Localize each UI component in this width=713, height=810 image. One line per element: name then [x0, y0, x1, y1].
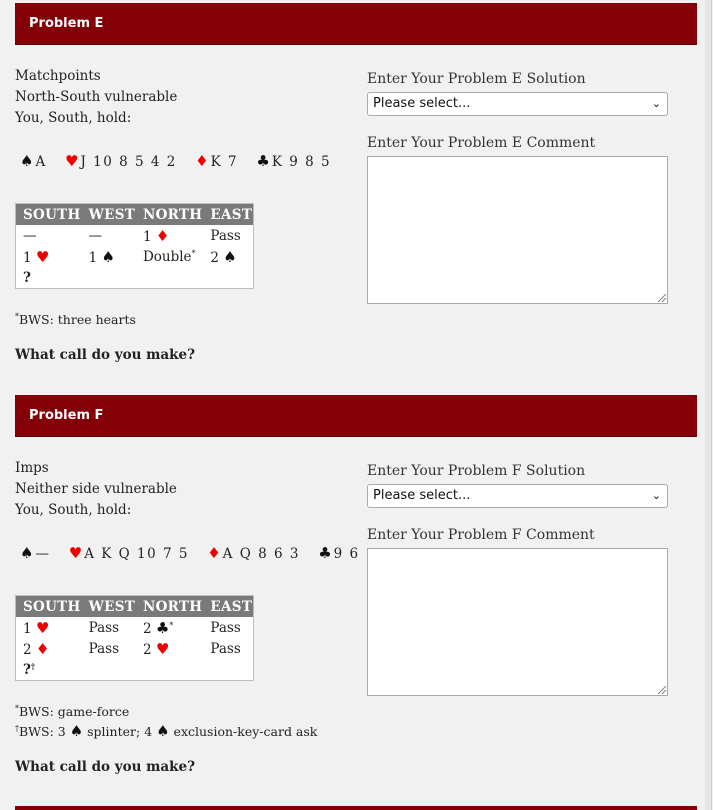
heart-icon: ♥ [35, 618, 50, 637]
auction-cell: ? [23, 269, 31, 286]
spade-icon: ♠ [223, 247, 237, 266]
problem-f-conditions [15, 458, 177, 521]
auction-cell: Pass [210, 619, 241, 636]
footnote-marker: † [30, 661, 36, 671]
footnote-marker: * [191, 248, 196, 258]
problem-f-header: Problem F [15, 395, 697, 437]
heart-icon: ♥ [68, 544, 83, 562]
hold-text: You, South, hold: [15, 502, 132, 518]
col-east: EAST [203, 204, 253, 226]
hearts-holding: A K Q 10 7 5 [84, 546, 189, 562]
vulnerability-text: North-South vulnerable [15, 89, 178, 105]
diamond-icon: ♦ [195, 152, 209, 170]
auction-cell: 1 ♥ [23, 247, 50, 266]
auction-row [16, 638, 254, 659]
auction-cell: Pass [210, 227, 241, 244]
next-problem-header-edge [15, 806, 697, 810]
club-icon: ♣ [155, 618, 170, 637]
auction-cell: 1 ♦ [142, 226, 170, 245]
auction-row [16, 246, 254, 267]
spade-icon: ♠ [69, 722, 84, 740]
auction-cell: 1 ♠ [88, 247, 115, 266]
col-east: EAST [203, 596, 253, 618]
auction-cell: ?† [23, 661, 36, 678]
problem-f-comment-label: Enter Your Problem F Comment [367, 527, 595, 543]
footnote-marker: * [169, 620, 174, 630]
problem-f-solution-select[interactable] [367, 484, 668, 508]
hold-text: You, South, hold: [15, 110, 132, 126]
col-north: NORTH [136, 204, 203, 226]
problem-e-comment-label: Enter Your Problem E Comment [367, 135, 596, 151]
spade-icon: ♠ [20, 544, 34, 562]
spades-holding: — [35, 546, 51, 562]
problem-e-footnote: *BWS: three hearts [15, 312, 136, 327]
problem-f-footnote-2: †BWS: 3 ♠ splinter; 4 ♠ exclusion-key-card ask [15, 722, 318, 740]
problem-e-auction-table [15, 203, 254, 289]
hearts-holding: J 10 8 5 4 2 [80, 154, 177, 170]
scoring-text: Imps [15, 460, 49, 476]
heart-icon: ♥ [35, 247, 50, 266]
auction-cell: 2 ♥ [142, 639, 170, 658]
clubs-holding: K 9 8 5 [271, 154, 332, 170]
spade-icon: ♠ [101, 247, 115, 266]
problem-f-footnote-1: *BWS: game-force [15, 704, 130, 719]
col-north: NORTH [136, 596, 203, 618]
diamond-icon: ♦ [35, 639, 50, 658]
problem-f-question: What call do you make? [15, 759, 195, 775]
resize-handle-icon[interactable] [658, 294, 666, 302]
heart-icon: ♥ [65, 152, 79, 170]
auction-cell: — [23, 227, 37, 244]
problem-f-auction-table [15, 595, 254, 681]
clubs-holding: 9 6 [333, 546, 360, 562]
auction-row [16, 659, 254, 681]
problem-e-header: Problem E [15, 3, 697, 45]
auction-cell: Pass [210, 640, 241, 657]
scroll-gutter[interactable] [705, 0, 711, 810]
problem-e-solution-label: Enter Your Problem E Solution [367, 71, 586, 87]
auction-cell: Pass [88, 640, 120, 657]
vulnerability-text: Neither side vulnerable [15, 481, 177, 497]
diamonds-holding: A Q 8 6 3 [222, 546, 300, 562]
club-icon: ♣ [256, 152, 270, 170]
club-icon: ♣ [318, 544, 332, 562]
scoring-text: Matchpoints [15, 68, 101, 84]
problem-e-conditions [15, 66, 177, 129]
auction-row [16, 617, 254, 638]
auction-cell: 2 ♠ [210, 247, 237, 266]
auction-row [16, 225, 254, 246]
auction-header-row [16, 596, 254, 618]
spade-icon: ♠ [20, 152, 34, 170]
auction-row [16, 267, 254, 289]
resize-handle-icon[interactable] [658, 686, 666, 694]
problem-f-comment-textarea[interactable] [367, 548, 668, 696]
auction-header-row [16, 204, 254, 226]
col-west: WEST [82, 204, 136, 226]
diamond-icon: ♦ [207, 544, 221, 562]
col-south: SOUTH [16, 204, 82, 226]
auction-cell: Pass [88, 619, 120, 636]
diamonds-holding: K 7 [210, 154, 239, 170]
select-value: Please select... [373, 96, 471, 111]
problem-e-hand [20, 152, 345, 170]
diamond-icon: ♦ [155, 226, 170, 245]
auction-cell: — [88, 227, 103, 244]
auction-cell: 1 ♥ [23, 618, 50, 637]
spades-holding: A [35, 154, 47, 170]
auction-cell: 2 ♣* [142, 618, 174, 637]
select-value: Please select... [373, 488, 471, 503]
chevron-down-icon: ⌄ [651, 489, 661, 502]
heart-icon: ♥ [155, 639, 170, 658]
col-west: WEST [82, 596, 136, 618]
col-south: SOUTH [16, 596, 82, 618]
chevron-down-icon: ⌄ [651, 97, 661, 110]
problem-e-question: What call do you make? [15, 347, 195, 363]
problem-e-solution-select[interactable] [367, 92, 668, 116]
auction-cell: 2 ♦ [23, 639, 50, 658]
problem-e-comment-textarea[interactable] [367, 156, 668, 304]
auction-cell: Double* [142, 248, 196, 265]
problem-f-hand [20, 544, 374, 562]
problem-f-solution-label: Enter Your Problem F Solution [367, 463, 586, 479]
spade-icon: ♠ [156, 722, 170, 740]
